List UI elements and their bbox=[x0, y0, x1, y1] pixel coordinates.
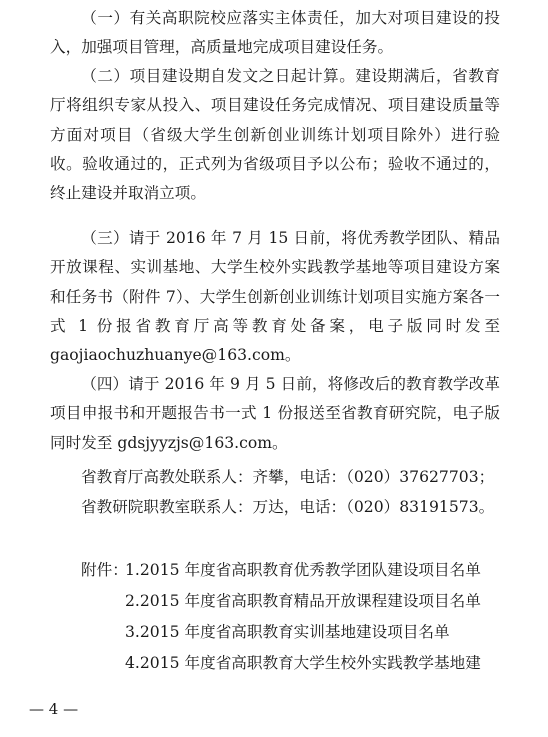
paragraph-4: （四）请于 2016 年 9 月 5 日前，将修改后的教育教学改革项目申报书和开题报告书一式 1 份报送至省教育研究院，电子版同时发至 gdsjyyzjs@163.com。 bbox=[50, 375, 500, 452]
attachment-item-3: 3.2015 年度省高职教育实训基地建设项目名单 bbox=[125, 623, 450, 641]
attachment-item-1: 1.2015 年度省高职教育优秀教学团队建设项目名单 bbox=[125, 561, 481, 579]
page-number: — 4 — bbox=[29, 700, 79, 718]
paragraph-3: （三）请于 2016 年 7 月 15 日前，将优秀教学团队、精品开放课程、实训基地、大学生校外实践教学基地等项目建设方案和任务书（附件 7）、大学生创新创业训练计划项目实施方案各一式 1 份报省教育厅高等教育处备案，电子版同时发至 gaojiaochuzhuanye@163.com。 bbox=[50, 229, 500, 365]
attachment-item-2: 2.2015 年度省高职教育精品开放课程建设项目名单 bbox=[125, 592, 481, 610]
paragraph-2: （二）项目建设期自发文之日起计算。建设期满后，省教育厅将组织专家从投入、项目建设任务完成情况、项目建设质量等方面对项目（省级大学生创新创业训练计划项目除外）进行验收。验收通过的，正式列为省级项目予以公布；验收不通过的，终止建设并取消立项。 bbox=[50, 67, 500, 203]
paragraph-1: （一）有关高职院校应落实主体责任，加大对项目建设的投入，加强项目管理，高质量地完成项目建设任务。 bbox=[50, 9, 500, 57]
contact-line-1: 省教育厅高教处联系人：齐攀，电话：（020）37627703； bbox=[81, 468, 495, 486]
attachment-item-4: 4.2015 年度省高职教育大学生校外实践教学基地建 bbox=[125, 654, 481, 672]
contact-line-2: 省教研院职教室联系人：万达，电话：（020）83191573。 bbox=[81, 498, 495, 516]
attachments-label: 附件： bbox=[81, 561, 128, 579]
